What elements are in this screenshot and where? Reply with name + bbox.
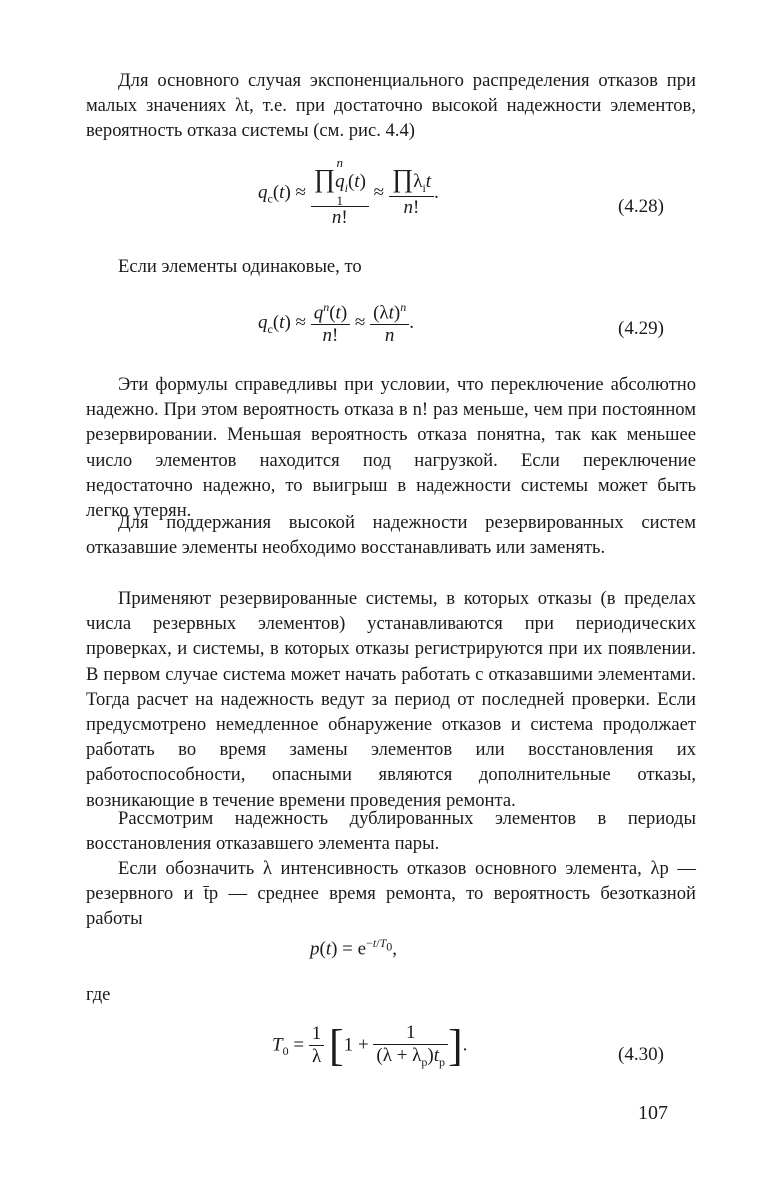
paragraph-5: Применяют резервированные системы, в которых отказы (в пределах числа резервных элементов) устанавливаются при периодических проверках, и системы, в которых отказы регистрируются при их появлении. В первом случае система может начать работать с отказавшими элементами. Тогда расчет на надежность ведут за период от последней проверки. Если предусмотрено немедленное обнаружение отказов и система продолжает работать во время замены элементов или восстановления их работоспособности, опасными являются дополнительные отказы, возникающие в течение времени проведения ремонта.: [86, 588, 696, 811]
page-number: 107: [638, 1102, 668, 1124]
paragraph-3: Эти формулы справедливы при условии, что переключение абсолютно надежно. При этом вероятность отказа в n! раз меньше, чем при постоянном резервировании. Меньшая вероятность отказа понятна, так как меньшее число элементов находится под нагрузкой. Если переключение недостаточно надежно, то выигрыш в надежности системы может быть легко утерян.: [86, 374, 696, 522]
equation-p-t: $p(t) = e^{-t/T_0}$,: [310, 936, 397, 960]
paragraph-7: Если обозначить λ интенсивность отказов основного элемента, λр — резервного и t̄р — среднее время ремонта, то вероятность безотказной работы: [86, 858, 696, 930]
paragraph-1: Для основного случая экспоненциального распределения отказов при малых значениях λt, т.е. при достаточно высокой надежности элементов, вероятность отказа системы (см. рис. 4.4): [86, 70, 696, 142]
paragraph-8: где: [86, 984, 111, 1005]
equation-number-4-30: (4.30): [618, 1044, 664, 1065]
equation-number-4-29: (4.29): [618, 318, 664, 339]
paragraph-4: Для поддержания высокой надежности резервированных систем отказавшие элементы необходимо восстанавливать или заменять.: [86, 512, 696, 559]
equation-4-28: $q_c(t)$ ≈ n $\prod q_i(t)$ 1 n! ≈ $\frac{\prod\lambda_it}{n!}$ .: [258, 155, 439, 228]
paragraph-2: Если элементы одинаковые, то: [118, 256, 362, 277]
equation-number-4-28: (4.28): [618, 196, 664, 217]
equation-4-30: $T_0$ = $\frac{1}{\lambda}$ [1 + $\frac{1}{(\lambda + \lambda_p)\overline{t}_p}$ ].: [272, 1020, 468, 1070]
equation-4-29: $q_c(t)$ ≈ $\frac{q^n(t)}{n!}$ ≈ $\frac{(\lambda t)^n}{n}$ .: [258, 300, 414, 347]
paragraph-6: Рассмотрим надежность дублированных элементов в периоды восстановления отказавшего элемента пары.: [86, 808, 696, 855]
